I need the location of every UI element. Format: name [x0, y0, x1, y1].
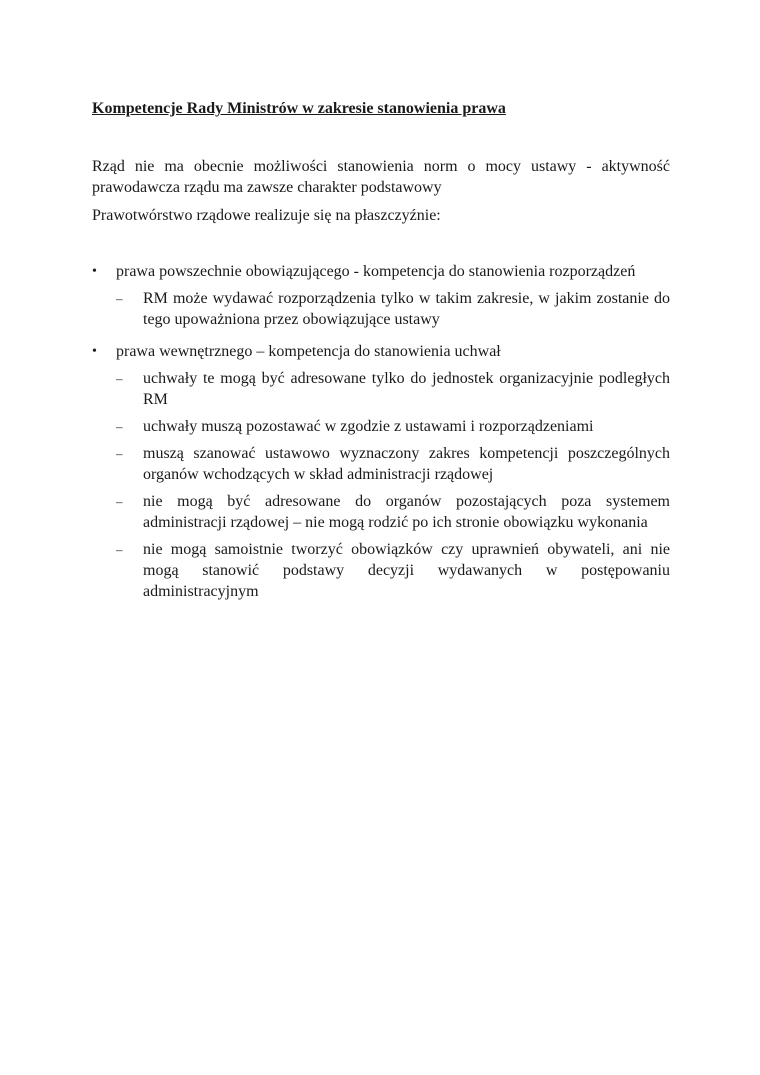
bullet-icon: •: [92, 344, 97, 359]
dash-icon: –: [116, 494, 123, 509]
intro-paragraph: Rząd nie ma obecnie możliwości stanowienia norm o mocy ustawy - aktywność prawodawcza rządu ma zawsze charakter podstawowy: [92, 158, 670, 196]
sub-list-item: [116, 539, 670, 602]
sub-list: [116, 368, 670, 602]
list-item-text: prawa powszechnie obowiązującego - kompetencja do stanowienia rozporządzeń: [116, 263, 636, 280]
sub-list: [116, 288, 670, 330]
sub-list-item: [116, 368, 670, 410]
lead-paragraph: Prawotwórstwo rządowe realizuje się na płaszczyźnie:: [92, 207, 441, 224]
dash-icon: –: [116, 419, 123, 434]
bullet-icon: •: [92, 264, 97, 279]
dash-icon: –: [116, 291, 123, 306]
sub-list-item-text: uchwały muszą pozostawać w zgodzie z ustawami i rozporządzeniami: [143, 418, 594, 435]
sub-list-item: [116, 416, 670, 437]
sub-list-item-text: RM może wydawać rozporządzenia tylko w takim zakresie, w jakim zostanie do tego upoważniona przez obowiązujące ustawy: [143, 290, 670, 328]
sub-list-item-text: uchwały te mogą być adresowane tylko do jednostek organizacyjnie podległych RM: [143, 370, 670, 408]
sub-list-item-text: nie mogą samoistnie tworzyć obowiązków czy uprawnień obywateli, ani nie mogą stanowić podstawy decyzji wydawanych w postępowaniu administracyjnym: [143, 541, 670, 600]
dash-icon: –: [116, 371, 123, 386]
sub-list-item-text: nie mogą być adresowane do organów pozostających poza systemem administracji rządowej – nie mogą rodzić po ich stronie obowiązku wykonania: [143, 493, 670, 531]
sub-list-item: [116, 288, 670, 330]
list-item: [92, 341, 670, 602]
sub-list-item: [116, 443, 670, 485]
sub-list-item: [116, 491, 670, 533]
dash-icon: –: [116, 542, 123, 557]
document-title: Kompetencje Rady Ministrów w zakresie stanowienia prawa: [92, 100, 506, 117]
list-item-text: prawa wewnętrznego – kompetencja do stanowienia uchwał: [116, 343, 501, 360]
sub-list-item-text: muszą szanować ustawowo wyznaczony zakres kompetencji poszczególnych organów wchodzących w skład administracji rządowej: [143, 445, 670, 483]
list-item: [92, 261, 670, 330]
dash-icon: –: [116, 446, 123, 461]
bullet-list: [92, 261, 670, 602]
